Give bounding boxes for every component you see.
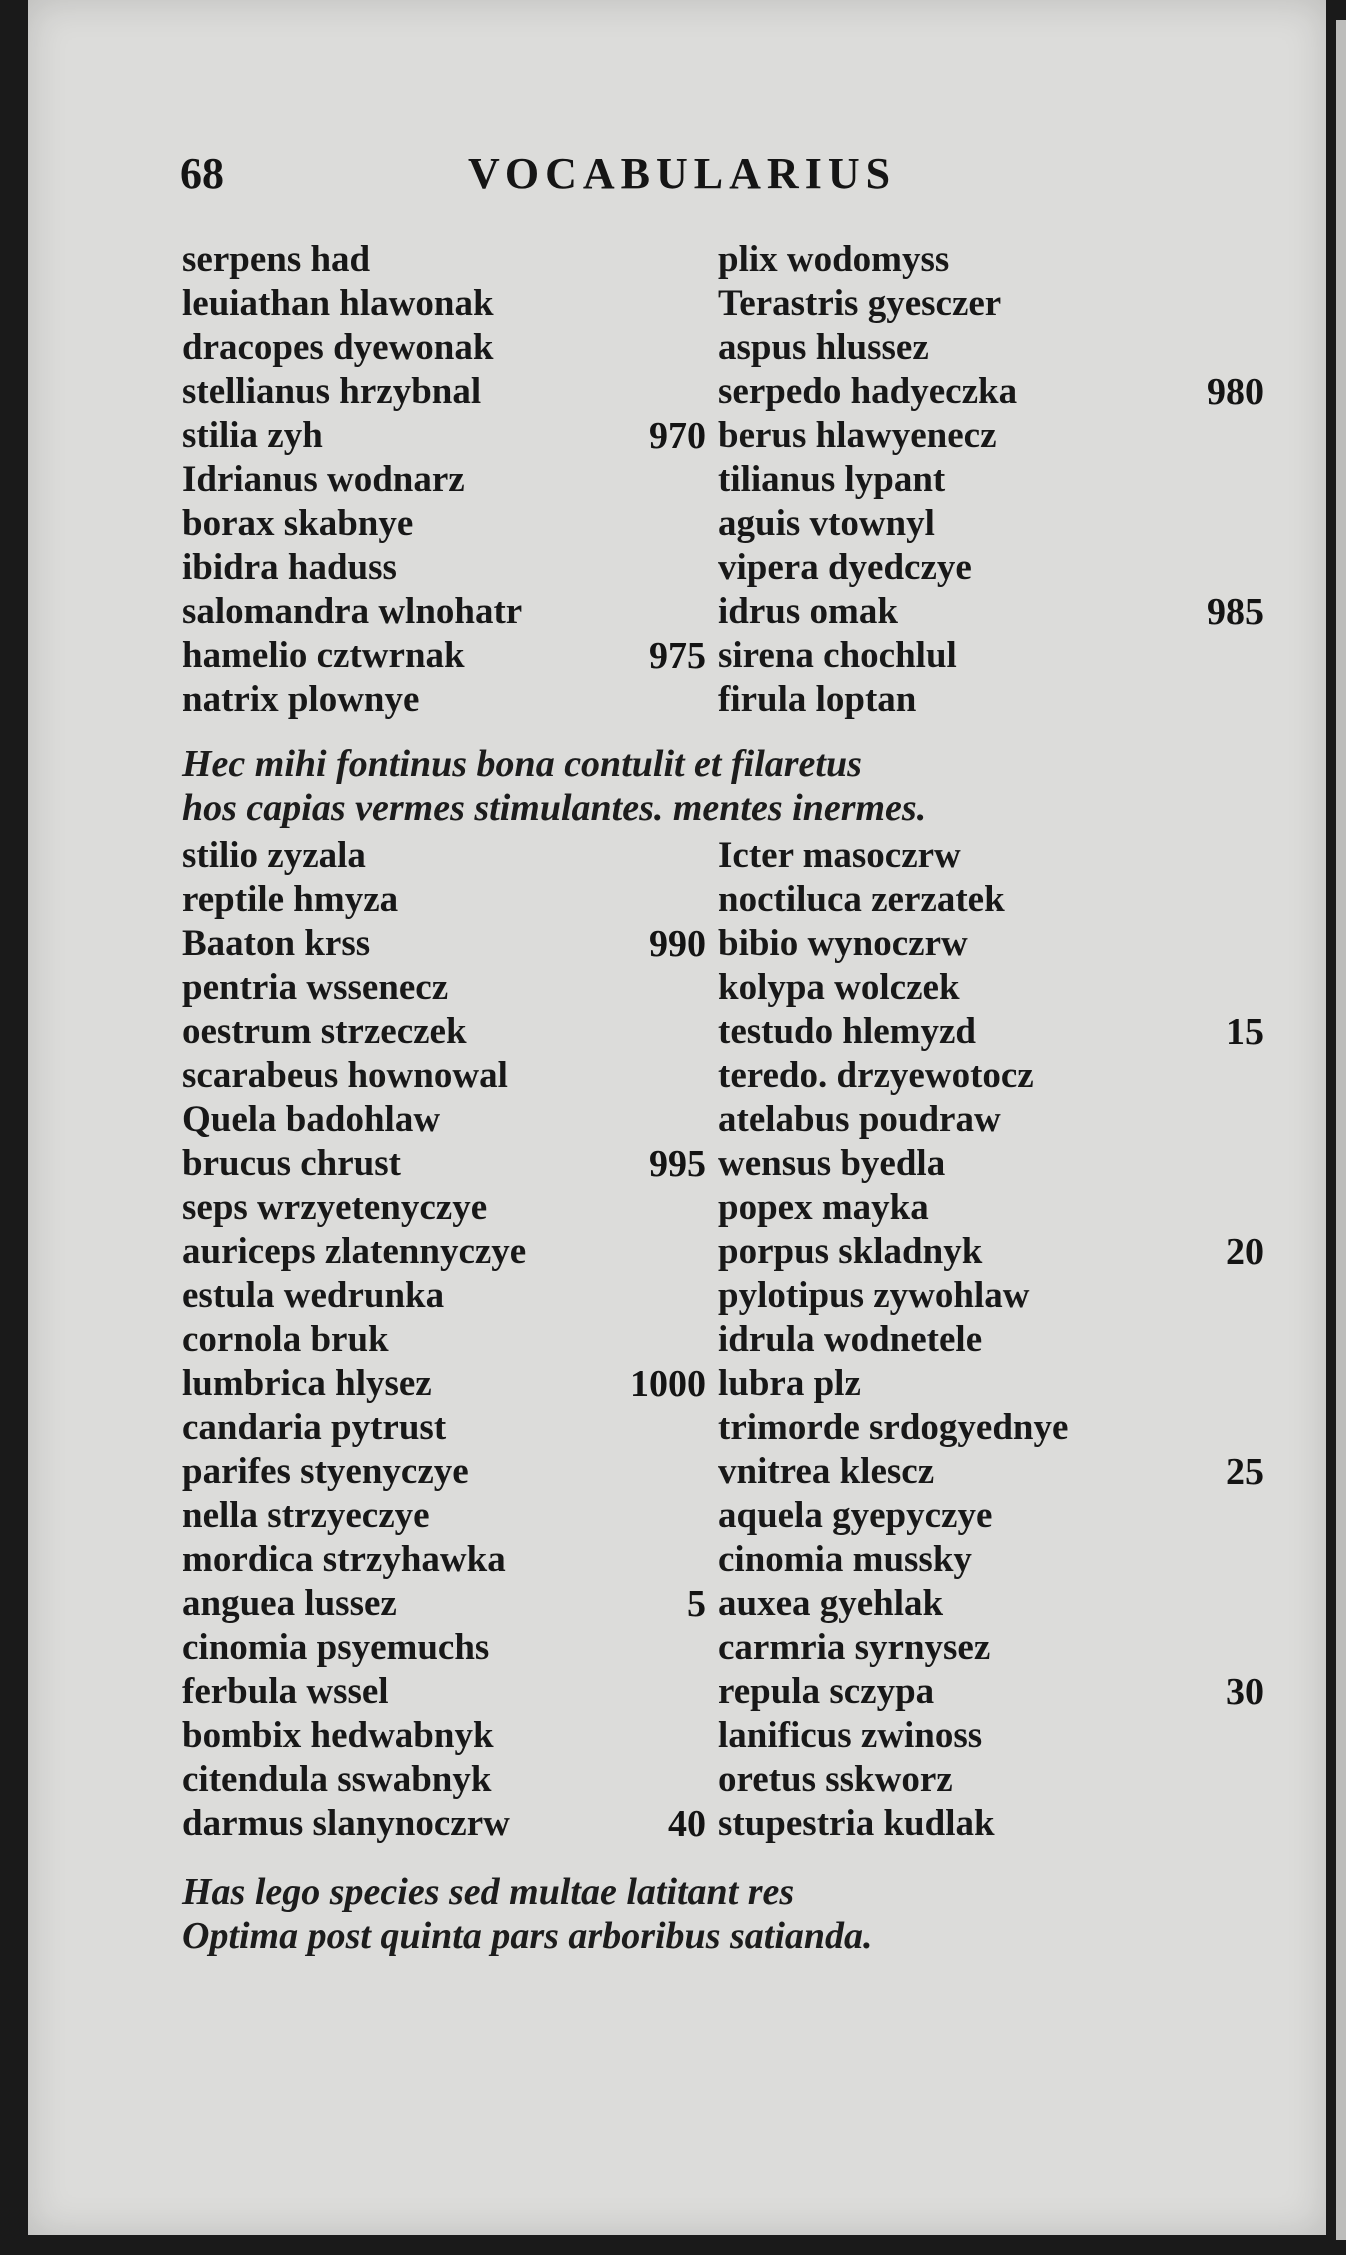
right-entry: Icter masoczrw	[718, 835, 961, 876]
left-line-number: 995	[649, 1143, 706, 1185]
verse-2-line-2: Optima post quinta pars arboribus satianda.	[182, 1915, 873, 1957]
vocab-row	[28, 1098, 1326, 1142]
left-line-number: 1000	[630, 1363, 706, 1405]
vocab-row	[28, 922, 1326, 966]
right-entry: popex mayka	[718, 1187, 929, 1228]
right-entry: plix wodomyss	[718, 239, 950, 280]
left-entry: ibidra haduss	[182, 547, 397, 588]
vocabulary-section-2	[28, 834, 1326, 1846]
right-entry: sirena chochlul	[718, 635, 957, 676]
left-entry: parifes styenyczye	[182, 1451, 469, 1492]
left-entry: lumbrica hlysez	[182, 1363, 432, 1404]
vocab-row	[28, 1186, 1326, 1230]
right-entry: cinomia mussky	[718, 1539, 972, 1580]
vocab-row	[28, 1670, 1326, 1714]
verse-1-line-2: hos capias vermes stimulantes. mentes inermes.	[182, 787, 927, 829]
left-entry: estula wedrunka	[182, 1275, 445, 1316]
right-entry: serpedo hadyeczka	[718, 371, 1018, 412]
vocab-row	[28, 1582, 1326, 1626]
right-entry: wensus byedla	[718, 1143, 946, 1184]
left-entry: salomandra wlnohatr	[182, 591, 523, 632]
left-entry: citendula sswabnyk	[182, 1759, 492, 1800]
right-entry: bibio wynoczrw	[718, 923, 968, 964]
left-line-number: 990	[649, 923, 706, 965]
left-entry: stilia zyh	[182, 415, 323, 456]
verse-1-line-1: Hec mihi fontinus bona contulit et filaretus	[182, 743, 862, 785]
left-entry: candaria pytrust	[182, 1407, 447, 1448]
left-line-number: 975	[649, 635, 706, 677]
vocab-row	[28, 502, 1326, 546]
vocab-row	[28, 238, 1326, 282]
vocab-row	[28, 1538, 1326, 1582]
right-entry: lanificus zwinoss	[718, 1715, 983, 1756]
right-entry: lubra plz	[718, 1363, 861, 1404]
page-header	[28, 148, 1326, 208]
right-entry: vipera dyedczye	[718, 547, 972, 588]
vocabulary-section-1	[28, 238, 1326, 722]
vocab-row	[28, 678, 1326, 722]
right-entry: idrula wodnetele	[718, 1319, 983, 1360]
right-entry: carmria syrnysez	[718, 1627, 991, 1668]
vocab-row	[28, 458, 1326, 502]
left-line-number: 970	[649, 415, 706, 457]
left-entry: auriceps zlatennyczye	[182, 1231, 527, 1272]
vocab-row	[28, 590, 1326, 634]
left-entry: Quela badohlaw	[182, 1099, 441, 1140]
right-entry: oretus sskworz	[718, 1759, 953, 1800]
next-page-edge	[1336, 20, 1346, 2240]
left-line-number: 5	[687, 1583, 706, 1625]
right-entry: testudo hlemyzd	[718, 1011, 976, 1052]
vocab-row	[28, 546, 1326, 590]
left-entry: seps wrzyetenyczye	[182, 1187, 488, 1228]
vocab-row	[28, 1010, 1326, 1054]
left-entry: oestrum strzeczek	[182, 1011, 467, 1052]
vocab-row	[28, 1802, 1326, 1846]
verse-2-line-1: Has lego species sed multae latitant res	[182, 1871, 795, 1913]
right-entry: noctiluca zerzatek	[718, 879, 1005, 920]
right-entry: pylotipus zywohlaw	[718, 1275, 1030, 1316]
right-entry: vnitrea klescz	[718, 1451, 935, 1492]
vocab-row	[28, 1230, 1326, 1274]
right-entry: kolypa wolczek	[718, 967, 960, 1008]
left-entry: ferbula wssel	[182, 1671, 389, 1712]
left-entry: brucus chrust	[182, 1143, 401, 1184]
vocab-row	[28, 834, 1326, 878]
vocab-row	[28, 282, 1326, 326]
left-line-number: 40	[668, 1803, 706, 1845]
vocab-row	[28, 326, 1326, 370]
left-entry: cornola bruk	[182, 1319, 389, 1360]
right-entry: aguis vtownyl	[718, 503, 935, 544]
left-entry: Idrianus wodnarz	[182, 459, 465, 500]
left-entry: pentria wssenecz	[182, 967, 449, 1008]
left-entry: anguea lussez	[182, 1583, 397, 1624]
right-line-number: 25	[1226, 1451, 1264, 1493]
book-page	[28, 0, 1326, 2235]
page-number: 68	[180, 149, 224, 198]
left-entry: nella strzyeczye	[182, 1495, 430, 1536]
vocab-row	[28, 370, 1326, 414]
vocab-row	[28, 1714, 1326, 1758]
left-entry: Baaton krss	[182, 923, 371, 964]
right-entry: teredo. drzyewotocz	[718, 1055, 1034, 1096]
right-line-number: 15	[1226, 1011, 1264, 1053]
vocab-row	[28, 1362, 1326, 1406]
right-entry: firula loptan	[718, 679, 917, 720]
right-entry: aspus hlussez	[718, 327, 929, 368]
right-line-number: 985	[1207, 591, 1264, 633]
left-entry: darmus slanynoczrw	[182, 1803, 510, 1844]
right-entry: stupestria kudlak	[718, 1803, 995, 1844]
right-entry: idrus omak	[718, 591, 898, 632]
vocab-row	[28, 1318, 1326, 1362]
vocab-row	[28, 1450, 1326, 1494]
left-entry: serpens had	[182, 239, 371, 280]
left-entry: hamelio cztwrnak	[182, 635, 465, 676]
right-entry: porpus skladnyk	[718, 1231, 983, 1272]
vocab-row	[28, 878, 1326, 922]
left-entry: dracopes dyewonak	[182, 327, 494, 368]
left-entry: cinomia psyemuchs	[182, 1627, 490, 1668]
left-entry: bombix hedwabnyk	[182, 1715, 494, 1756]
right-line-number: 20	[1226, 1231, 1264, 1273]
right-entry: berus hlawyenecz	[718, 415, 997, 456]
left-entry: borax skabnye	[182, 503, 414, 544]
vocab-row	[28, 1274, 1326, 1318]
right-entry: atelabus poudraw	[718, 1099, 1001, 1140]
vocab-row	[28, 966, 1326, 1010]
right-entry: Terastris gyesczer	[718, 283, 1002, 324]
vocab-row	[28, 414, 1326, 458]
right-line-number: 980	[1207, 371, 1264, 413]
right-entry: aquela gyepyczye	[718, 1495, 993, 1536]
left-entry: scarabeus hownowal	[182, 1055, 508, 1096]
vocab-row	[28, 1494, 1326, 1538]
vocab-row	[28, 1054, 1326, 1098]
vocab-row	[28, 634, 1326, 678]
vocab-row	[28, 1406, 1326, 1450]
running-head: VOCABULARIUS	[468, 149, 897, 198]
right-entry: tilianus lypant	[718, 459, 946, 500]
left-entry: mordica strzyhawka	[182, 1539, 506, 1580]
right-entry: repula sczypa	[718, 1671, 935, 1712]
right-line-number: 30	[1226, 1671, 1264, 1713]
left-entry: stellianus hrzybnal	[182, 371, 482, 412]
right-entry: trimorde srdogyednye	[718, 1407, 1069, 1448]
right-entry: auxea gyehlak	[718, 1583, 944, 1624]
left-entry: stilio zyzala	[182, 835, 366, 876]
left-entry: leuiathan hlawonak	[182, 283, 494, 324]
vocab-row	[28, 1142, 1326, 1186]
left-entry: reptile hmyza	[182, 879, 399, 920]
vocab-row	[28, 1626, 1326, 1670]
vocab-row	[28, 1758, 1326, 1802]
left-entry: natrix plownye	[182, 679, 420, 720]
